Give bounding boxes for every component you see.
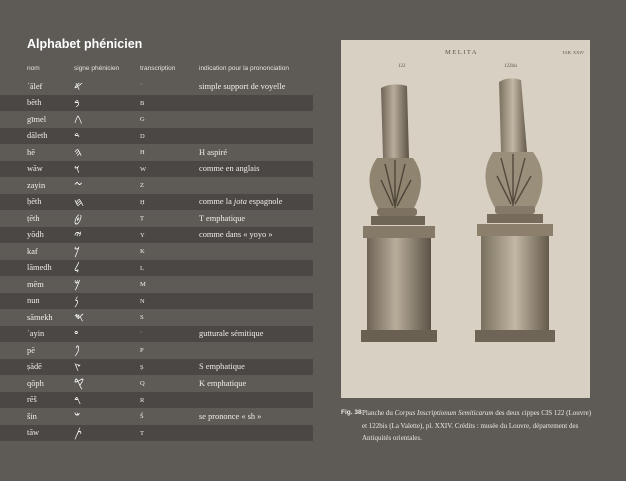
header-transcription: transcription (140, 65, 176, 72)
table-row (0, 227, 313, 244)
letter-name: qōph (27, 378, 44, 388)
table-row (0, 359, 313, 376)
phoenician-sign: 𐤇 (74, 194, 85, 209)
phoenician-sign: 𐤍 (74, 293, 79, 308)
table-row (0, 425, 313, 442)
transcription: N (140, 297, 145, 305)
cippus-left (361, 84, 437, 342)
phoenician-sign: 𐤃 (74, 128, 80, 143)
table-row (0, 276, 313, 293)
transcription: B (140, 99, 145, 107)
transcription: Ḥ (140, 198, 145, 206)
phoenician-sign: 𐤒 (74, 376, 84, 390)
letter-name: yōdh (27, 230, 44, 239)
pronunciation: S emphatique (199, 362, 245, 371)
caption-text: Planche du Corpus Inscriptionum Semiticarum des deux cippes CIS 122 (Louvre) et 122bis (La Valette), pl. XXIV. Crédits : musée du Louvre, département des Antiquités orientales. (362, 409, 592, 442)
phoenician-sign: 𐤌 (74, 277, 81, 291)
phoenician-sign: 𐤅 (74, 161, 80, 176)
transcription: R (140, 396, 145, 404)
transcription: D (140, 132, 145, 140)
table-row (0, 309, 313, 326)
letter-name: kaf (27, 246, 38, 256)
letter-name: wāw (27, 164, 43, 173)
table-row (0, 194, 313, 211)
plate-label-right: 122bis (504, 64, 518, 69)
plate-title: MELITA (445, 49, 479, 56)
pronunciation: comme la jota espagnole (199, 197, 283, 206)
transcription: L (140, 264, 145, 272)
letter-name: ḥēth (27, 197, 42, 206)
table-row (0, 78, 313, 95)
transcription: Y (140, 231, 145, 239)
pronunciation: se prononce « sh » (199, 411, 262, 421)
letter-name: zayin (27, 180, 46, 190)
table-row (0, 111, 313, 128)
phoenician-sign: 𐤀 (74, 79, 83, 93)
plate-label-left: 122 (398, 64, 406, 69)
transcription: H (140, 149, 145, 156)
transcription: W (140, 165, 147, 173)
phoenician-sign: 𐤆 (74, 178, 83, 192)
table-row (0, 95, 313, 112)
phoenician-sign: 𐤋 (74, 260, 80, 275)
cippus-right (475, 78, 555, 342)
header-nom: nom (27, 65, 40, 72)
letter-name: ʾālef (27, 81, 43, 91)
page-title: Alphabet phénicien (27, 37, 143, 51)
letter-name: rēš (27, 395, 37, 404)
table-row (0, 161, 313, 178)
letter-name: dāleth (27, 131, 48, 140)
header-indication: indication pour la prononciation (199, 65, 289, 72)
letter-name: šin (27, 411, 37, 421)
letter-name: ṣādē (27, 362, 42, 371)
transcription: G (140, 116, 145, 123)
plate-image (341, 40, 590, 398)
table-row (0, 144, 313, 161)
phoenician-sign: 𐤊 (74, 244, 81, 258)
pronunciation: simple support de voyelle (199, 81, 286, 91)
phoenician-sign: 𐤁 (74, 95, 80, 110)
phoenician-sign: 𐤎 (74, 310, 84, 324)
transcription: Q (140, 380, 145, 387)
letter-name: nun (27, 296, 40, 305)
transcription: M (140, 281, 147, 288)
letter-name: ṭēth (27, 213, 40, 223)
transcription: Z (140, 182, 145, 189)
figure-number: Fig. 38 (341, 409, 362, 416)
alphabet-table (0, 78, 313, 441)
phoenician-sign: 𐤏 (74, 326, 79, 341)
phoenician-sign: 𐤔 (74, 409, 81, 423)
transcription: T (140, 429, 145, 437)
pronunciation: H aspiré (199, 147, 228, 157)
pronunciation: gutturale sémitique (199, 329, 264, 338)
cippi-illustration (341, 40, 590, 398)
letter-name: sāmekh (27, 312, 53, 322)
phoenician-sign: 𐤐 (74, 343, 80, 357)
phoenician-sign: 𐤂 (74, 112, 83, 126)
header-signe: signe phénicien (74, 65, 120, 72)
table-row (0, 128, 313, 145)
table-row (0, 392, 313, 409)
letter-name: mēm (27, 279, 44, 289)
table-row (0, 375, 313, 392)
table-row (0, 342, 313, 359)
table-row (0, 408, 313, 425)
letter-name: tāw (27, 428, 40, 437)
transcription: ʾ (140, 83, 143, 90)
transcription: ʿ (140, 330, 143, 338)
table-row (0, 210, 313, 227)
table-row (0, 326, 313, 343)
phoenician-sign: 𐤑 (74, 359, 82, 374)
letter-name: gīmel (27, 114, 47, 124)
pronunciation: T emphatique (199, 213, 246, 223)
transcription: K (140, 248, 145, 255)
transcription: Ṭ (140, 215, 145, 222)
phoenician-sign: 𐤄 (74, 145, 83, 159)
transcription: S (140, 314, 144, 321)
letter-name: pē (27, 345, 35, 355)
pronunciation: K emphatique (199, 378, 247, 388)
table-row (0, 260, 313, 277)
letter-name: hē (27, 147, 35, 157)
phoenician-sign: 𐤕 (74, 425, 82, 440)
phoenician-sign: 𐤈 (74, 211, 82, 225)
phoenician-sign: 𐤉 (74, 227, 82, 242)
pronunciation: comme dans « yoyo » (199, 230, 273, 239)
table-row (0, 293, 313, 310)
pronunciation: comme en anglais (199, 164, 260, 173)
phoenician-sign: 𐤓 (74, 392, 82, 407)
transcription: Š (140, 413, 144, 420)
letter-name: bēth (27, 98, 42, 107)
caption-italic: Corpus Inscriptionum Semiticarum (394, 409, 494, 417)
letter-name: ʿayin (27, 329, 45, 338)
table-header (0, 65, 313, 75)
table-row (0, 177, 313, 194)
transcription: Ṣ (140, 363, 144, 371)
letter-name: lāmedh (27, 263, 52, 272)
transcription: P (140, 347, 144, 354)
table-row (0, 243, 313, 260)
plate-tab: TAB. XXIV (562, 50, 585, 55)
